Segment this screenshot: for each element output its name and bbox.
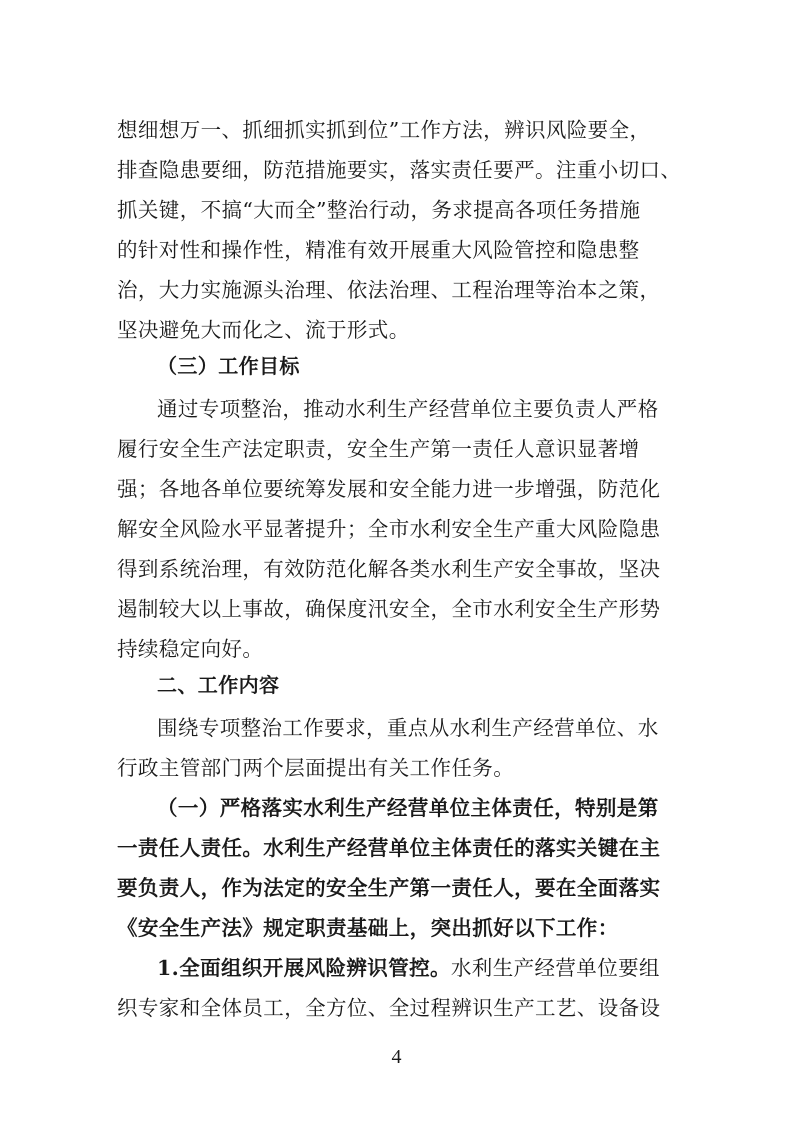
- body-text-line: 的针对性和操作性，精准有效开展重大风险管控和隐患整: [117, 238, 640, 262]
- numbered-item-line: [157, 954, 677, 982]
- body-text-line: 持续稳定向好。: [117, 637, 264, 661]
- body-text-line: 得到系统治理，有效防范化解各类水利生产安全事故，坚决: [117, 557, 661, 581]
- section-heading: 二、工作内容: [157, 673, 280, 697]
- body-text-line: 行政主管部门两个层面提出有关工作任务。: [117, 756, 515, 780]
- body-text-line: 遏制较大以上事故，确保度汛安全，全市水利安全生产形势: [117, 597, 661, 621]
- body-text-line: 排查隐患要细，防范措施要实，落实责任要严。注重小切口、: [117, 158, 682, 182]
- bold-text-line: 《安全生产法》规定职责基础上，突出抓好以下工作：: [117, 916, 619, 940]
- body-text-line: 解安全风险水平显著提升；全市水利安全生产重大风险隐患: [117, 517, 661, 541]
- body-text-line: 抓关键，不搞“大而全”整治行动，务求提高各项任务措施: [117, 198, 641, 222]
- body-text-line: 治，大力实施源头治理、依法治理、工程治理等治本之策，: [117, 278, 661, 302]
- numbered-item-text: 水利生产经营单位要组: [450, 956, 660, 980]
- page-number: 4: [391, 1046, 402, 1068]
- body-text-line: 强；各地各单位要统筹发展和安全能力进一步增强，防范化: [117, 477, 661, 501]
- body-text-line: 想细想万一、抓细抓实抓到位”工作方法，辨识风险要全，: [117, 118, 651, 142]
- bold-text-line: 要负责人，作为法定的安全生产第一责任人，要在全面落实: [117, 876, 661, 900]
- bold-text-line: （一）严格落实水利生产经营单位主体责任，特别是第: [157, 796, 659, 820]
- bold-text-line: 一责任人责任。水利生产经营单位主体责任的落实关键在主: [117, 836, 661, 860]
- numbered-item-title: 1.全面组织开展风险辨识管控。: [157, 956, 451, 980]
- body-text-line: 坚决避免大而化之、流于形式。: [117, 318, 410, 342]
- body-text-line: 织专家和全体员工，全方位、全过程辨识生产工艺、设备设: [117, 996, 661, 1020]
- body-text-line: 履行安全生产法定职责，安全生产第一责任人意识显著增: [117, 437, 640, 461]
- body-text-line: 围绕专项整治工作要求，重点从水利生产经营单位、水: [157, 716, 659, 740]
- body-text-line: 通过专项整治，推动水利生产经营单位主要负责人严格: [157, 397, 659, 421]
- section-heading: （三）工作目标: [157, 354, 300, 378]
